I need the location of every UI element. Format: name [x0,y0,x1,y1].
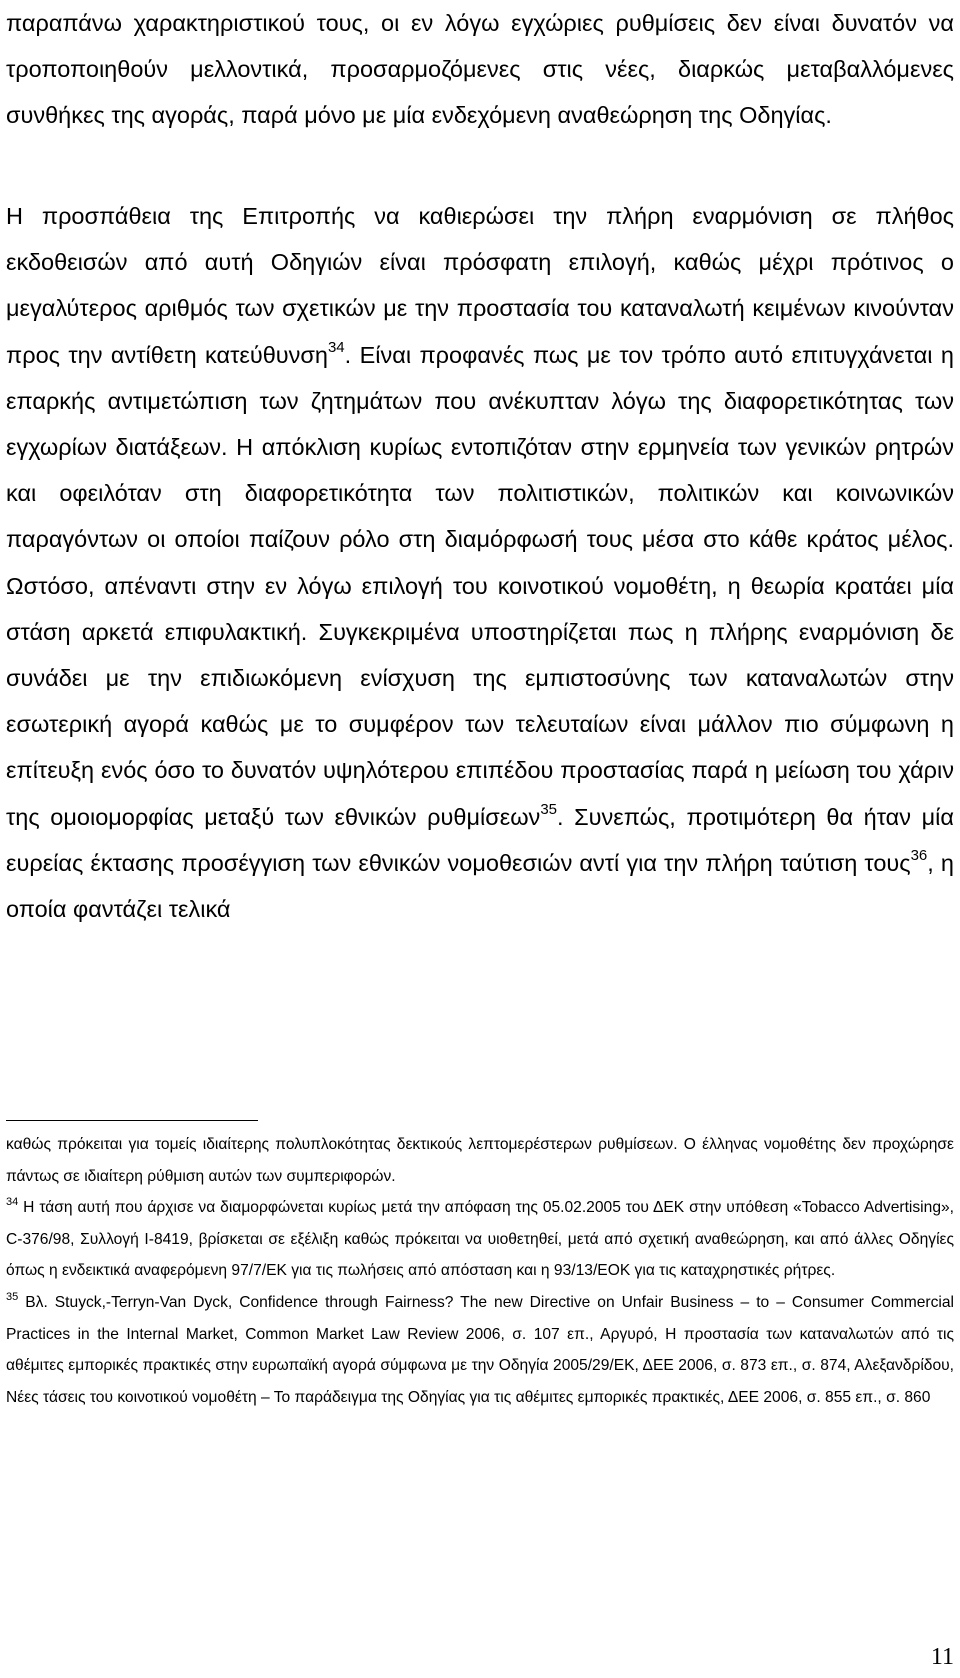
page-number: 11 [930,1644,954,1670]
footnote-34 [6,1192,954,1287]
footnote-continuation: καθώς πρόκειται για τομείς ιδιαίτερης πολυπλοκότητας δεκτικούς λεπτομερέστερων ρυθμίσεων. Ο έλληνας νομοθέτης δεν προχώρησε πάντως σε ιδιαίτερη ρύθμιση αυτών των συμπεριφορών. [6,1136,954,1185]
body-paragraph-2 [6,193,954,932]
paragraph-2-text-d: , η οποία φαντάζει τελικά [6,849,954,923]
footnotes-section [6,1129,954,1413]
footnote-35 [6,1287,954,1413]
footnote-separator [6,1120,258,1121]
footnote-35-text: Βλ. Stuyck,-Terryn-Van Dyck, Confidence through Fairness? The new Directive on Unfair Business – to – Consumer Commercial Practices in the Internal Market, Common Market Law Review 2006, σ. 107 επ., Αργυρό, Η προστασία των καταναλωτών από τις αθέμιτες εμπορικές πρακτικές στην ευρωπαϊκή αγορά σύμφωνα με την Οδηγία 2005/29/ΕΚ, ΔΕΕ 2006, σ. 873 επ., σ. 874, Αλεξανδρίδου, Νέες τάσεις του κοινοτικού νομοθέτη – Το παράδειγμα της Οδηγίας για τις αθέμιτες εμπορικές πρακτικές, ΔΕΕ 2006, σ. 855 επ., σ. 860 [6,1293,954,1406]
footnote-reference-35: 35 [540,800,557,818]
paragraph-2-text-c: . Συνεπώς, προτιμότερη θα ήταν μία ευρείας έκτασης προσέγγιση των εθνικών νομοθεσιών αντί για την πλήρη ταύτιση τους [6,803,954,876]
footnote-35-number: 35 [6,1290,19,1303]
body-paragraph-1: παραπάνω χαρακτηριστικού τους, οι εν λόγω εγχώριες ρυθμίσεις δεν είναι δυνατόν να τροποποιηθούν μελλοντικά, προσαρμοζόμενες στις νέες, διαρκώς μεταβαλλόμενες συνθήκες της αγοράς, παρά μόνο με μία ενδεχόμενη αναθεώρηση της Οδηγίας. [6,10,954,129]
paragraph-2-text-a: Η προσπάθεια της Επιτροπής να καθιερώσει την πλήρη εναρμόνιση σε πλήθος εκδοθεισών από αυτή Οδηγιών είναι πρόσφατη επιλογή, καθώς μέχρι πρότινος ο μεγαλύτερος αριθμός των σχετικών με την προστασία του καταναλωτή κειμένων κινούνταν προς την αντίθετη κατεύθυνση [6,203,954,368]
footnote-34-number: 34 [6,1196,19,1209]
footnote-reference-34: 34 [327,338,345,356]
footnote-reference-36: 36 [910,846,928,864]
paragraph-2-text-b: . Είναι προφανές πως με τον τρόπο αυτό επιτυγχάνεται η επαρκής αντιμετώπιση των ζητημάτων που ανέκυπταν λόγω της διαφορετικότητας των εγχωρίων διατάξεων. Η απόκλιση κυρίως εντοπιζόταν στην ερμηνεία των γενικών ρητρών και οφειλόταν στη διαφορετικότητα των πολιτιστικών, πολιτικών και κοινωνικών παραγόντων οι οποίοι παίζουν ρόλο στη διαμόρφωσή τους μέσα στο κάθε κράτος μέλος. Ωστόσο, απέναντι στην εν λόγω επιλογή του κοινοτικού νομοθέτη, η θεωρία κρατάει μία στάση αρκετά επιφυλακτική. Συγκεκριμένα υποστηρίζεται πως η πλήρης εναρμόνιση δε συνάδει με την επιδιωκόμενη ενίσχυση της εμπιστοσύνης των καταναλωτών στην εσωτερική αγορά καθώς με το συμφέρον των τελευταίων είναι μάλλον πιο σύμφωνη η επίτευξη ενός όσο το δυνατόν υψηλότερου επιπέδου προστασίας παρά η μείωση του χάριν της ομοιομορφίας μεταξύ των εθνικών ρυθμίσεων [6,341,954,830]
footnote-34-text: Η τάση αυτή που άρχισε να διαμορφώνεται κυρίως μετά την απόφαση της 05.02.2005 του ΔΕΚ στην υπόθεση «Tobacco Advertising», C-376/98, Συλλογή I-8419, βρίσκεται σε εξέλιξη καθώς πρόκειται να υιοθετηθεί, μετά από σχετική αναθεώρηση, και από άλλες Οδηγίες όπως η ενδεικτικά αναφερόμενη 97/7/ΕΚ για τις πωλήσεις από απόσταση και η 93/13/ΕΟΚ για τις καταχρηστικές ρήτρες. [6,1199,954,1280]
